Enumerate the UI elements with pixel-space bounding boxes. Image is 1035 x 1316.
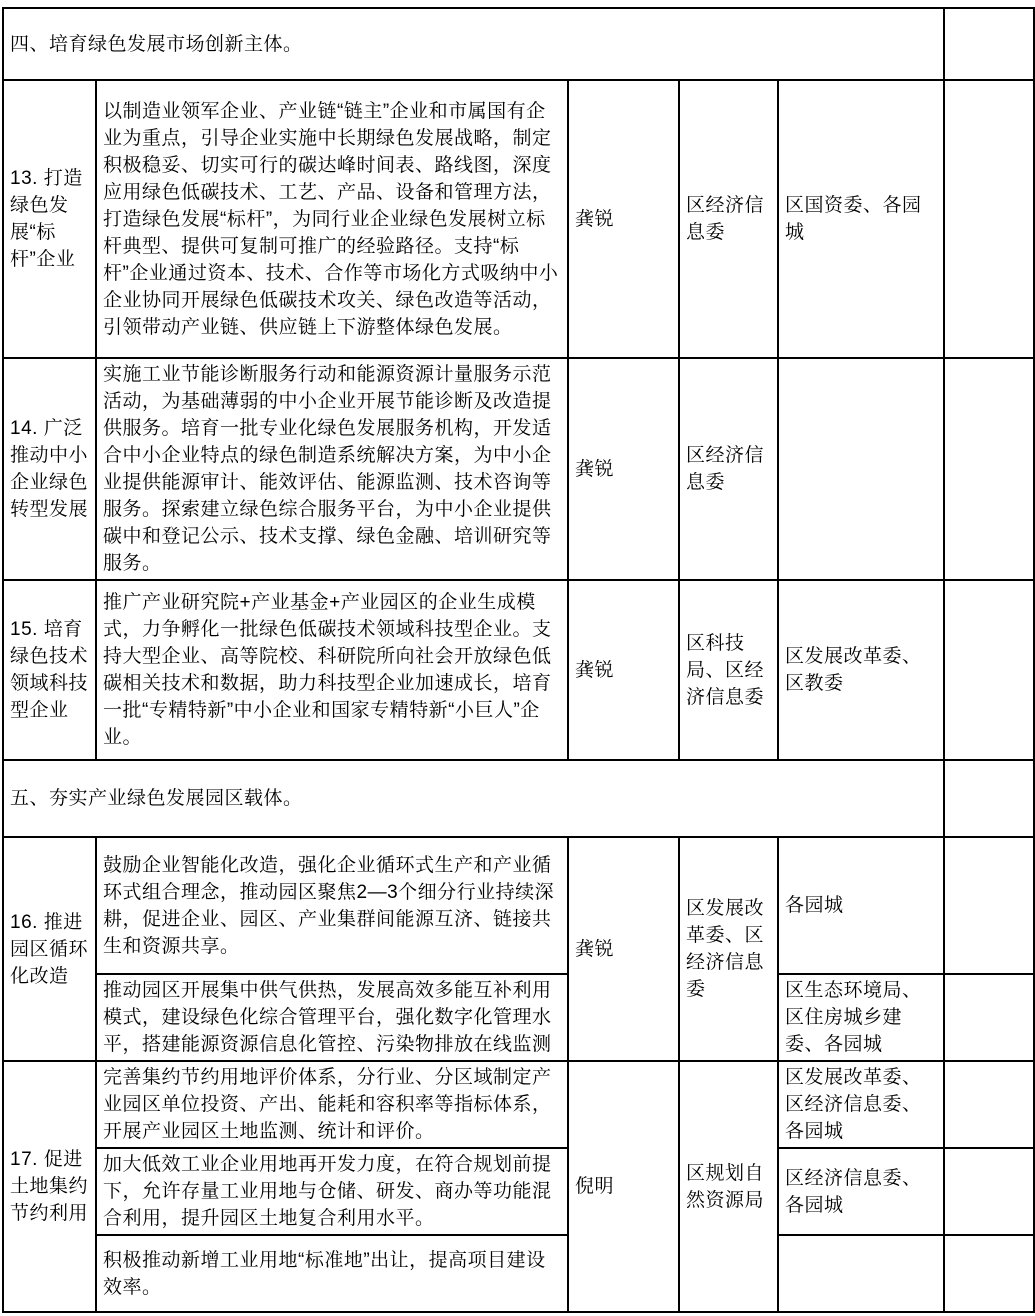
- task-13-name-cell: 13. 打造绿色发展“标杆”企业: [3, 80, 96, 358]
- task-15-notes-cell: [944, 580, 1034, 760]
- task-15-desc-cell: 推广产业研究院+产业基金+产业园区的企业生成模式，力争孵化一批绿色低碳技术领域科技型企业。支持大型企业、高等院校、科研院所向社会开放绿色低碳相关技术和数据，助力科技型企业加速成长，培育一批“专精特新”中小企业和国家专精特新“小巨人”企业。: [96, 580, 568, 760]
- section-4-title: 四、培育绿色发展市场创新主体。: [3, 8, 944, 80]
- task-16-desc-cell-1: 鼓励企业智能化改造，强化企业循环式生产和产业循环式组合理念，推动园区聚焦2—3个细分行业持续深耕，促进企业、园区、产业集群间能源互济、链接共生和资源共享。: [96, 837, 568, 974]
- task-14-desc-cell: 实施工业节能诊断服务行动和能源资源计量服务示范活动，为基础薄弱的中小企业开展节能诊断及改造提供服务。培育一批专业化绿色发展服务机构，开发适合中小企业特点的绿色制造系统解决方案，为中小企业提供能源审计、能效评估、能源监测、技术咨询等服务。探索建立绿色综合服务平台，为中小企业提供碳中和登记公示、技术支撑、绿色金融、培训研究等服务。: [96, 358, 568, 580]
- section-4-notes-cell: [944, 8, 1034, 80]
- task-16-desc-cell-2: 推动园区开展集中供气供热，发展高效多能互补利用模式，建设绿色化综合管理平台，强化数字化管理水平，搭建能源资源信息化管控、污染物排放在线监测: [96, 974, 568, 1061]
- task-17-coop-dept-cell-2: 区经济信息委、各园城: [778, 1148, 944, 1235]
- task-row-15: [3, 580, 1034, 760]
- task-row-16-sub1: [3, 837, 1034, 974]
- task-16-notes-cell-2: [944, 974, 1034, 1061]
- section-row-4: [3, 8, 1034, 80]
- task-15-coop-dept-cell: 区发展改革委、区教委: [778, 580, 944, 760]
- task-14-lead-dept-cell: 区经济信息委: [679, 358, 778, 580]
- task-row-16-sub2: [3, 974, 1034, 1061]
- task-13-person-cell: 龚锐: [568, 80, 679, 358]
- task-16-notes-cell-1: [944, 837, 1034, 974]
- task-16-person-cell: 龚锐: [568, 837, 679, 1061]
- task-17-person-cell: 倪明: [568, 1061, 679, 1312]
- section-row-5: [3, 760, 1034, 837]
- task-17-name-cell: 17. 促进土地集约节约利用: [3, 1061, 96, 1312]
- task-17-lead-dept-cell: 区规划自然资源局: [679, 1061, 778, 1312]
- task-row-17-sub2: [3, 1148, 1034, 1235]
- task-17-coop-dept-cell-3: [778, 1235, 944, 1312]
- task-17-notes-cell-1: [944, 1061, 1034, 1148]
- task-17-notes-cell-3: [944, 1235, 1034, 1312]
- task-16-name-cell: 16. 推进园区循环化改造: [3, 837, 96, 1061]
- section-5-title: 五、夯实产业绿色发展园区载体。: [3, 760, 944, 837]
- action-plan-table: [2, 7, 1035, 1313]
- task-17-desc-cell-1: 完善集约节约用地评价体系，分行业、分区域制定产业园区单位投资、产出、能耗和容积率等指标体系，开展产业园区土地监测、统计和评价。: [96, 1061, 568, 1148]
- task-13-desc-cell: 以制造业领军企业、产业链“链主”企业和市属国有企业为重点，引导企业实施中长期绿色发展战略，制定积极稳妥、切实可行的碳达峰时间表、路线图，深度应用绿色低碳技术、工艺、产品、设备和管理方法，打造绿色发展“标杆”，为同行业企业绿色发展树立标杆典型、提供可复制可推广的经验路径。支持“标杆”企业通过资本、技术、合作等市场化方式吸纳中小企业协同开展绿色低碳技术攻关、绿色改造等活动，引领带动产业链、供应链上下游整体绿色发展。: [96, 80, 568, 358]
- task-13-notes-cell: [944, 80, 1034, 358]
- task-16-coop-dept-cell-1: 各园城: [778, 837, 944, 974]
- task-row-17-sub1: [3, 1061, 1034, 1148]
- task-14-notes-cell: [944, 358, 1034, 580]
- task-14-coop-dept-cell: [778, 358, 944, 580]
- task-17-notes-cell-2: [944, 1148, 1034, 1235]
- task-17-desc-cell-3: 积极推动新增工业用地“标准地”出让，提高项目建设效率。: [96, 1235, 568, 1312]
- task-16-coop-dept-cell-2: 区生态环境局、区住房城乡建委、各园城: [778, 974, 944, 1061]
- task-17-coop-dept-cell-1: 区发展改革委、区经济信息委、各园城: [778, 1061, 944, 1148]
- task-row-14: [3, 358, 1034, 580]
- task-15-person-cell: 龚锐: [568, 580, 679, 760]
- task-13-lead-dept-cell: 区经济信息委: [679, 80, 778, 358]
- section-5-notes-cell: [944, 760, 1034, 837]
- task-14-name-cell: 14. 广泛推动中小企业绿色转型发展: [3, 358, 96, 580]
- task-14-person-cell: 龚锐: [568, 358, 679, 580]
- task-15-name-cell: 15. 培育绿色技术领域科技型企业: [3, 580, 96, 760]
- task-17-desc-cell-2: 加大低效工业企业用地再开发力度，在符合规划前提下，允许存量工业用地与仓储、研发、商办等功能混合利用，提升园区土地复合利用水平。: [96, 1148, 568, 1235]
- task-13-coop-dept-cell: 区国资委、各园城: [778, 80, 944, 358]
- task-row-17-sub3: [3, 1235, 1034, 1312]
- task-row-13: [3, 80, 1034, 358]
- task-16-lead-dept-cell: 区发展改革委、区经济信息委: [679, 837, 778, 1061]
- task-15-lead-dept-cell: 区科技局、区经济信息委: [679, 580, 778, 760]
